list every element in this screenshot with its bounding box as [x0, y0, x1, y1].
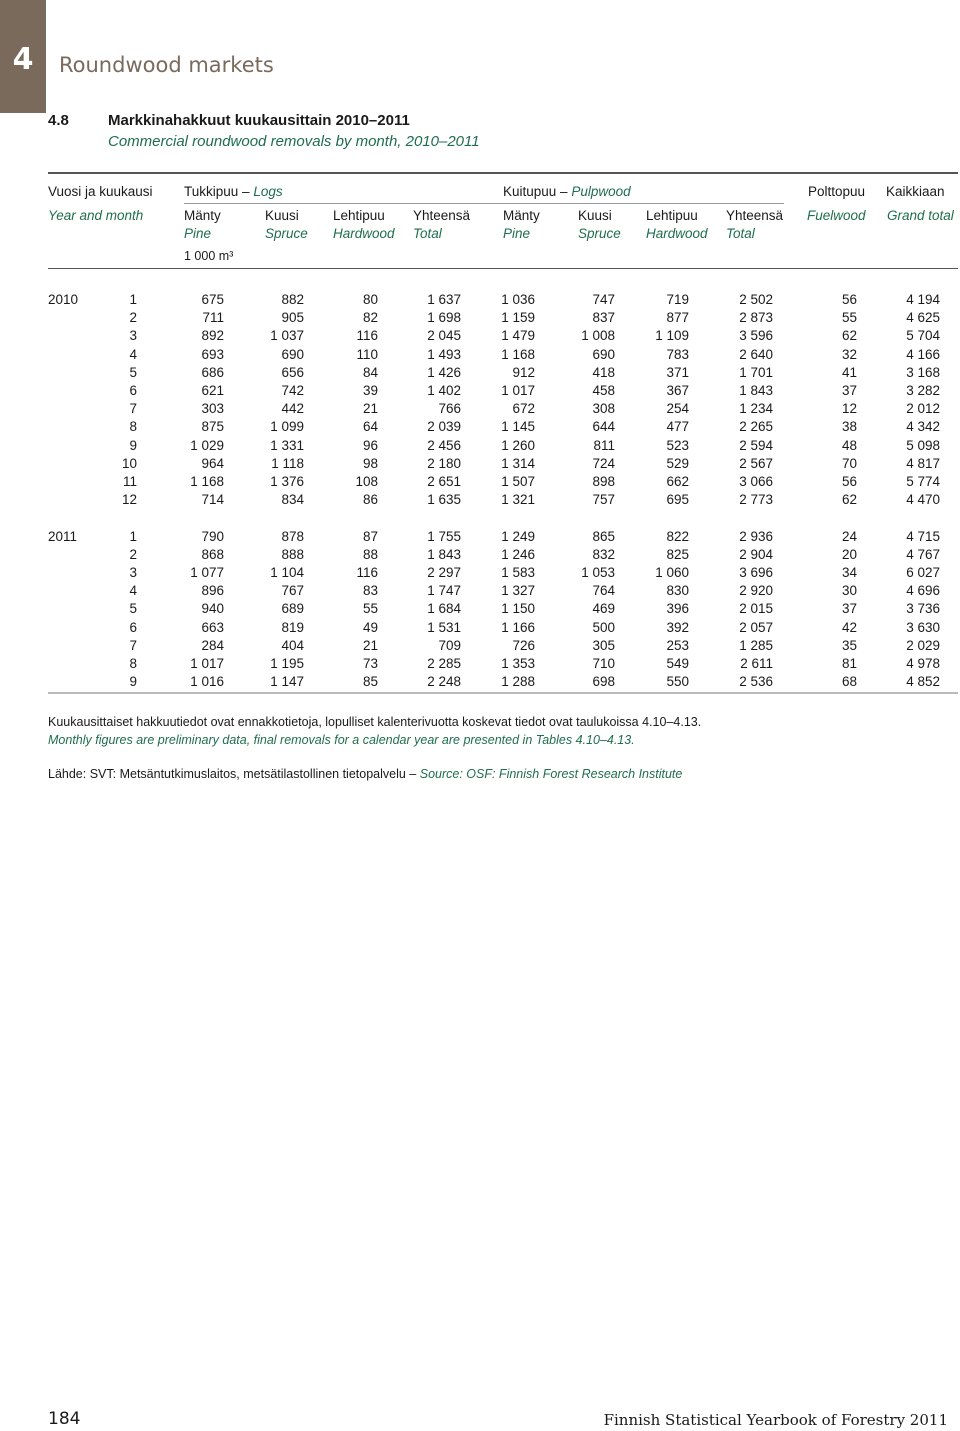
table-title-en: Commercial roundwood removals by month, 2010–2011 — [108, 133, 480, 150]
value-cell: 5 098 — [906, 437, 940, 453]
value-cell: 905 — [281, 310, 304, 326]
value-cell: 24 — [841, 528, 857, 544]
value-cell: 48 — [841, 437, 857, 453]
value-cell: 55 — [841, 310, 857, 326]
value-cell: 964 — [201, 455, 224, 471]
value-cell: 742 — [281, 383, 304, 398]
value-cell: 4 715 — [906, 528, 940, 544]
value-cell: 2 456 — [427, 437, 461, 453]
value-cell: 83 — [362, 583, 378, 599]
value-cell: 2 611 — [740, 656, 773, 671]
value-cell: 1 288 — [501, 674, 535, 690]
header-bottom-rule — [48, 268, 958, 269]
value-cell: 690 — [592, 346, 615, 362]
value-cell: 3 282 — [906, 383, 940, 398]
value-cell: 6 027 — [906, 565, 940, 580]
month-cell: 9 — [129, 437, 137, 453]
value-cell: 830 — [666, 583, 689, 599]
value-cell: 56 — [841, 292, 857, 307]
value-cell: 695 — [666, 492, 689, 508]
value-cell: 404 — [281, 637, 304, 653]
month-cell: 10 — [121, 455, 137, 471]
value-cell: 1 104 — [270, 565, 304, 580]
value-cell: 1 168 — [190, 474, 224, 489]
header-pulp-spruce-fi: Kuusi — [578, 208, 612, 223]
value-cell: 1 017 — [190, 656, 224, 671]
value-cell: 747 — [592, 292, 615, 307]
unit-label: 1 000 m³ — [184, 249, 234, 263]
value-cell: 2 297 — [427, 565, 461, 580]
value-cell: 663 — [201, 619, 224, 635]
value-cell: 5 704 — [906, 328, 940, 344]
value-cell: 2 594 — [739, 437, 773, 453]
value-cell: 56 — [841, 474, 857, 489]
value-cell: 1 479 — [501, 328, 535, 344]
month-cell: 9 — [129, 674, 137, 690]
value-cell: 1 077 — [190, 565, 224, 580]
value-cell: 888 — [281, 546, 304, 562]
value-cell: 73 — [362, 656, 378, 671]
value-cell: 1 583 — [501, 565, 535, 580]
value-cell: 3 696 — [739, 565, 773, 580]
header-pulp-pine-en: Pine — [503, 226, 531, 241]
value-cell: 868 — [201, 546, 224, 562]
value-cell: 549 — [666, 656, 689, 671]
table-top-rule — [48, 172, 958, 174]
value-cell: 4 978 — [906, 656, 940, 671]
value-cell: 690 — [281, 346, 304, 362]
value-cell: 303 — [201, 401, 224, 417]
table-title-fi: Markkinahakkuut kuukausittain 2010–2011 — [108, 112, 410, 129]
value-cell: 875 — [201, 419, 224, 435]
value-cell: 2 936 — [739, 528, 773, 544]
value-cell: 38 — [841, 419, 857, 435]
value-cell: 1 747 — [427, 583, 461, 599]
header-pulpwood — [503, 184, 631, 199]
value-cell: 1 159 — [501, 310, 535, 326]
value-cell: 2 567 — [739, 455, 773, 471]
value-cell: 1 637 — [427, 292, 461, 307]
header-grand-en: Grand total — [887, 208, 954, 223]
header-log-total-en: Total — [413, 226, 442, 241]
value-cell: 284 — [201, 637, 224, 653]
value-cell: 1 168 — [501, 346, 535, 362]
value-cell: 766 — [438, 401, 461, 417]
table-bottom-rule — [48, 692, 958, 694]
value-cell: 2 873 — [739, 310, 773, 326]
header-pulp-fi: Kuitupuu – — [503, 184, 568, 199]
value-cell: 477 — [666, 419, 689, 435]
value-cell: 672 — [512, 401, 535, 417]
header-log-pine-en: Pine — [184, 226, 212, 241]
value-cell: 116 — [356, 328, 378, 344]
header-log-pine-fi: Mänty — [184, 208, 221, 223]
value-cell: 621 — [201, 383, 224, 398]
header-grand-fi: Kaikkiaan — [886, 184, 945, 199]
value-cell: 81 — [841, 656, 857, 671]
value-cell: 2 180 — [427, 455, 461, 471]
value-cell: 2 265 — [739, 419, 773, 435]
value-cell: 1 755 — [427, 528, 461, 544]
value-cell: 719 — [666, 292, 689, 307]
year-label: 2011 — [48, 528, 78, 544]
month-cell: 5 — [129, 601, 137, 617]
value-cell: 2 045 — [427, 328, 461, 344]
value-cell: 1 635 — [427, 492, 461, 508]
value-cell: 825 — [666, 546, 689, 562]
value-cell: 1 285 — [739, 637, 773, 653]
month-cell: 6 — [129, 383, 137, 398]
header-pulp-total-fi: Yhteensä — [726, 208, 784, 223]
value-cell: 1 353 — [501, 656, 535, 671]
header-pulp-en: Pulpwood — [571, 184, 631, 199]
value-cell: 757 — [592, 492, 615, 508]
value-cell: 2 904 — [739, 546, 773, 562]
value-cell: 2 536 — [739, 674, 773, 690]
header-logs — [184, 184, 283, 199]
value-cell: 1 053 — [581, 565, 615, 580]
value-cell: 892 — [201, 328, 224, 344]
header-log-spruce-en: Spruce — [265, 226, 308, 241]
value-cell: 1 145 — [501, 419, 535, 435]
month-cell: 3 — [129, 328, 137, 344]
header-year-month-fi: Vuosi ja kuukausi — [48, 184, 153, 199]
value-cell: 1 147 — [270, 674, 304, 690]
value-cell: 21 — [362, 401, 378, 417]
page-number: 184 — [48, 1409, 81, 1429]
value-cell: 70 — [841, 455, 857, 471]
value-cell: 1 118 — [271, 455, 304, 471]
value-cell: 64 — [362, 419, 378, 435]
value-cell: 1 008 — [581, 328, 615, 344]
value-cell: 396 — [666, 601, 689, 617]
value-cell: 3 596 — [739, 328, 773, 344]
value-cell: 68 — [841, 674, 857, 690]
value-cell: 1 150 — [501, 601, 535, 617]
value-cell: 1 331 — [270, 437, 304, 453]
value-cell: 1 426 — [427, 364, 461, 380]
source-line — [48, 767, 682, 781]
value-cell: 4 817 — [906, 455, 940, 471]
month-cell: 8 — [129, 656, 137, 671]
month-cell: 1 — [129, 292, 137, 307]
value-cell: 1 036 — [501, 292, 535, 307]
value-cell: 1 195 — [270, 656, 304, 671]
month-cell: 7 — [129, 637, 137, 653]
value-cell: 882 — [281, 292, 304, 307]
value-cell: 2 773 — [739, 492, 773, 508]
month-cell: 12 — [121, 492, 137, 508]
value-cell: 865 — [592, 528, 615, 544]
value-cell: 878 — [281, 528, 304, 544]
value-cell: 49 — [362, 619, 378, 635]
value-cell: 469 — [592, 601, 615, 617]
value-cell: 442 — [281, 401, 304, 417]
value-cell: 3 066 — [739, 474, 773, 489]
value-cell: 4 166 — [906, 346, 940, 362]
value-cell: 877 — [666, 310, 689, 326]
value-cell: 2 012 — [906, 401, 940, 417]
header-pulp-total-en: Total — [726, 226, 755, 241]
value-cell: 1 016 — [190, 674, 224, 690]
value-cell: 458 — [592, 383, 615, 398]
chapter-number: 4 — [12, 42, 34, 77]
month-cell: 3 — [129, 565, 137, 580]
value-cell: 1 493 — [427, 346, 461, 362]
note-en: Monthly figures are preliminary data, final removals for a calendar year are presented in Tables 4.10–4.13. — [48, 733, 635, 747]
source-fi: Lähde: SVT: Metsäntutkimuslaitos, metsätilastollinen tietopalvelu – — [48, 767, 417, 781]
value-cell: 1 843 — [739, 383, 773, 398]
value-cell: 96 — [362, 437, 378, 453]
value-cell: 3 736 — [906, 601, 940, 617]
value-cell: 2 285 — [427, 656, 461, 671]
value-cell: 837 — [592, 310, 615, 326]
month-cell: 5 — [129, 364, 137, 380]
value-cell: 1 507 — [501, 474, 535, 489]
value-cell: 392 — [666, 619, 689, 635]
value-cell: 4 194 — [906, 292, 940, 307]
value-cell: 4 767 — [906, 546, 940, 562]
value-cell: 1 701 — [739, 364, 773, 380]
value-cell: 2 502 — [739, 292, 773, 307]
value-cell: 35 — [841, 637, 857, 653]
logs-group-rule — [184, 203, 784, 204]
value-cell: 254 — [666, 401, 689, 417]
value-cell: 3 168 — [906, 364, 940, 380]
value-cell: 1 249 — [501, 528, 535, 544]
value-cell: 4 625 — [906, 310, 940, 326]
value-cell: 1 166 — [501, 619, 535, 635]
value-cell: 656 — [281, 364, 304, 380]
header-log-hardwood-en: Hardwood — [333, 226, 395, 241]
source-en: Source: OSF: Finnish Forest Research Institute — [419, 767, 683, 781]
year-label: 2010 — [48, 292, 79, 307]
value-cell: 85 — [362, 674, 378, 690]
chapter-title: Roundwood markets — [59, 53, 274, 77]
month-cell: 6 — [129, 619, 137, 635]
value-cell: 1 698 — [427, 310, 461, 326]
value-cell: 1 109 — [655, 328, 689, 344]
value-cell: 714 — [201, 492, 224, 508]
value-cell: 2 057 — [739, 619, 773, 635]
value-cell: 4 342 — [906, 419, 940, 435]
header-pulp-pine-fi: Mänty — [503, 208, 540, 223]
value-cell: 4 852 — [906, 674, 940, 690]
value-cell: 710 — [592, 656, 615, 671]
value-cell: 940 — [201, 601, 224, 617]
value-cell: 644 — [592, 419, 615, 435]
month-cell: 2 — [129, 546, 137, 562]
value-cell: 1 321 — [501, 492, 535, 508]
note-fi: Kuukausittaiset hakkuutiedot ovat ennakkotietoja, lopulliset kalenterivuotta koskevat tiedot ovat taulukoissa 4.10–4.13. — [48, 715, 702, 729]
value-cell: 37 — [841, 383, 857, 398]
value-cell: 1 843 — [427, 546, 461, 562]
value-cell: 20 — [841, 546, 857, 562]
value-cell: 2 920 — [739, 583, 773, 599]
value-cell: 84 — [362, 364, 378, 380]
value-cell: 42 — [841, 619, 857, 635]
value-cell: 764 — [592, 583, 615, 599]
value-cell: 4 470 — [906, 492, 940, 508]
value-cell: 32 — [841, 346, 857, 362]
value-cell: 418 — [592, 364, 615, 380]
value-cell: 1 376 — [270, 474, 304, 489]
value-cell: 62 — [841, 492, 857, 508]
value-cell: 2 248 — [427, 674, 461, 690]
value-cell: 41 — [841, 364, 857, 380]
value-cell: 1 234 — [739, 401, 773, 417]
value-cell: 1 099 — [270, 419, 304, 435]
value-cell: 500 — [592, 619, 615, 635]
month-cell: 4 — [129, 346, 137, 362]
value-cell: 62 — [841, 328, 857, 344]
value-cell: 698 — [592, 674, 615, 690]
month-cell: 11 — [122, 474, 137, 489]
value-cell: 693 — [201, 346, 224, 362]
month-cell: 4 — [129, 583, 137, 599]
header-pulp-spruce-en: Spruce — [578, 226, 621, 241]
value-cell: 896 — [201, 583, 224, 599]
value-cell: 1 684 — [427, 601, 461, 617]
value-cell: 1 260 — [501, 437, 535, 453]
header-year-month-en: Year and month — [48, 208, 144, 223]
value-cell: 30 — [841, 583, 857, 599]
month-cell: 1 — [129, 528, 137, 544]
value-cell: 37 — [841, 601, 857, 617]
value-cell: 1 246 — [501, 546, 535, 562]
value-cell: 82 — [362, 310, 378, 326]
value-cell: 1 037 — [270, 328, 304, 344]
value-cell: 39 — [362, 383, 378, 398]
value-cell: 724 — [592, 455, 615, 471]
value-cell: 12 — [841, 401, 857, 417]
header-fuel-fi: Polttopuu — [808, 184, 866, 199]
value-cell: 834 — [281, 492, 304, 508]
value-cell: 253 — [666, 637, 689, 653]
value-cell: 819 — [281, 619, 304, 635]
value-cell: 4 696 — [906, 583, 940, 599]
value-cell: 1 531 — [427, 619, 461, 635]
value-cell: 783 — [666, 346, 689, 362]
value-cell: 912 — [512, 364, 535, 380]
value-cell: 726 — [512, 637, 535, 653]
value-cell: 811 — [593, 437, 615, 453]
value-cell: 2 029 — [906, 637, 940, 653]
value-cell: 1 402 — [427, 383, 461, 398]
value-cell: 790 — [201, 528, 224, 544]
table-number: 4.8 — [48, 112, 69, 129]
value-cell: 550 — [666, 674, 689, 690]
value-cell: 689 — [281, 601, 304, 617]
value-cell: 3 630 — [906, 619, 940, 635]
value-cell: 711 — [202, 310, 224, 326]
month-cell: 2 — [129, 310, 137, 326]
header-pulp-hardwood-en: Hardwood — [646, 226, 708, 241]
value-cell: 371 — [666, 364, 689, 380]
value-cell: 662 — [666, 474, 689, 489]
value-cell: 2 039 — [427, 419, 461, 435]
month-cell: 8 — [129, 419, 137, 435]
value-cell: 21 — [362, 637, 378, 653]
value-cell: 98 — [362, 455, 378, 471]
value-cell: 80 — [362, 292, 378, 307]
value-cell: 523 — [666, 437, 689, 453]
header-logs-fi: Tukkipuu – — [184, 184, 250, 199]
value-cell: 86 — [362, 492, 378, 508]
footer-title: Finnish Statistical Yearbook of Forestry 2011 — [603, 1411, 948, 1429]
value-cell: 2 640 — [739, 346, 773, 362]
value-cell: 5 774 — [906, 474, 940, 489]
value-cell: 2 651 — [427, 474, 461, 489]
value-cell: 2 015 — [739, 601, 773, 617]
header-log-hardwood-fi: Lehtipuu — [333, 208, 385, 223]
header-log-spruce-fi: Kuusi — [265, 208, 299, 223]
value-cell: 675 — [201, 292, 224, 307]
value-cell: 529 — [666, 455, 689, 471]
value-cell: 709 — [438, 637, 461, 653]
header-pulp-hardwood-fi: Lehtipuu — [646, 208, 698, 223]
value-cell: 88 — [362, 546, 378, 562]
value-cell: 1 060 — [655, 565, 689, 580]
value-cell: 898 — [592, 474, 615, 489]
value-cell: 87 — [362, 528, 378, 544]
value-cell: 367 — [666, 383, 689, 398]
header-logs-en: Logs — [253, 184, 283, 199]
value-cell: 110 — [356, 346, 378, 362]
month-cell: 7 — [129, 401, 137, 417]
value-cell: 832 — [592, 546, 615, 562]
value-cell: 822 — [666, 528, 689, 544]
value-cell: 34 — [841, 565, 857, 580]
header-log-total-fi: Yhteensä — [413, 208, 471, 223]
value-cell: 1 327 — [501, 583, 535, 599]
value-cell: 55 — [362, 601, 378, 617]
value-cell: 116 — [356, 565, 378, 580]
header-fuel-en: Fuelwood — [807, 208, 866, 223]
value-cell: 1 314 — [501, 455, 535, 471]
value-cell: 767 — [281, 583, 304, 599]
value-cell: 108 — [355, 474, 378, 489]
value-cell: 1 029 — [190, 437, 224, 453]
value-cell: 305 — [592, 637, 615, 653]
value-cell: 686 — [201, 364, 224, 380]
value-cell: 308 — [592, 401, 615, 417]
value-cell: 1 017 — [501, 383, 535, 398]
